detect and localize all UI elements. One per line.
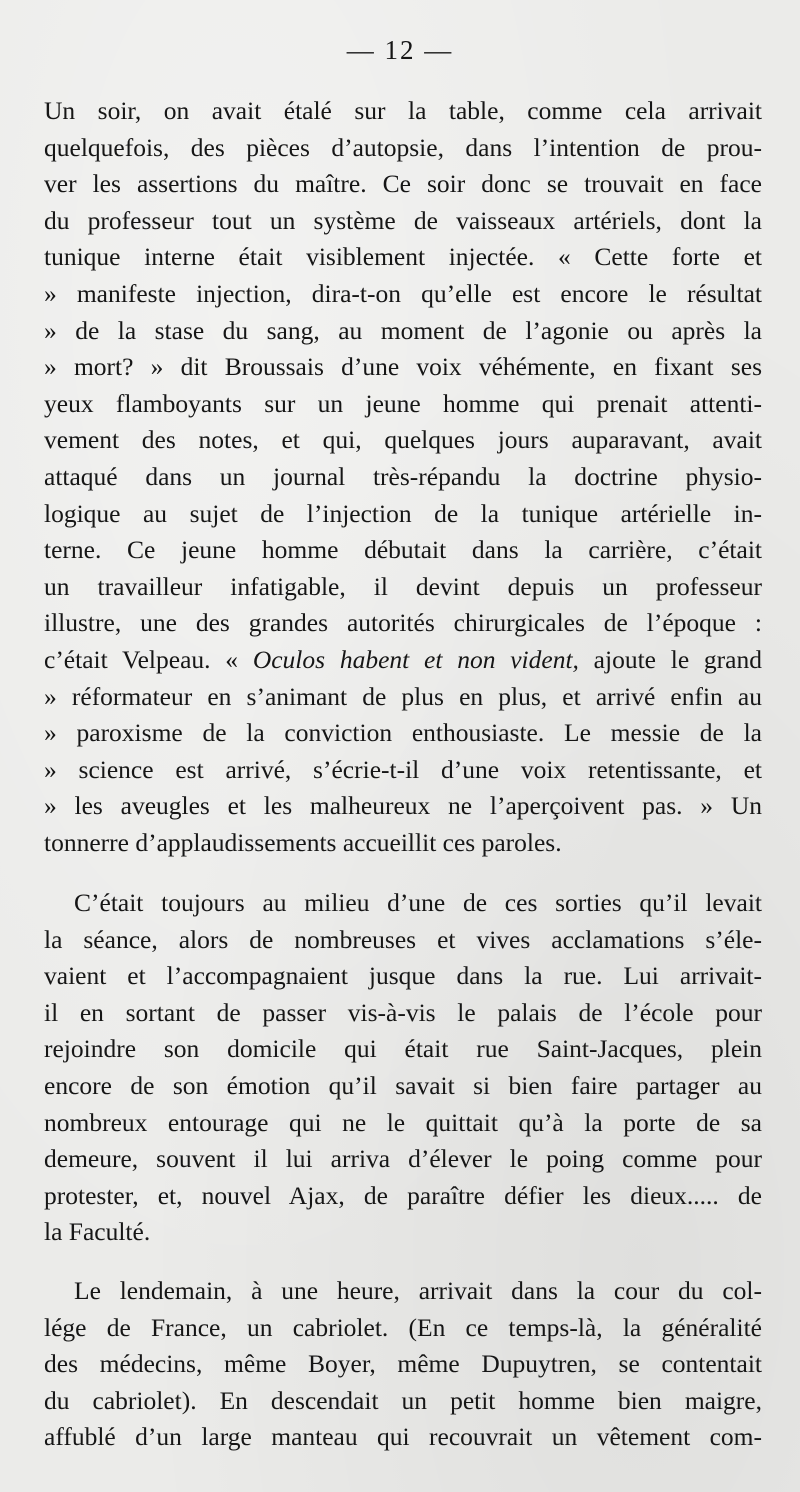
text-line: demeure, souvent il lui arriva d’élever le poing comme pour bbox=[44, 1144, 762, 1174]
text-line: la Faculté. bbox=[44, 1217, 151, 1247]
text-fragment: c’était Velpeau. « bbox=[44, 644, 253, 674]
text-line: la séance, alors de nombreuses et vives acclamations s’éle- bbox=[44, 924, 762, 954]
text-line: affublé d’un large manteau qui recouvrait un vêtement com- bbox=[44, 1422, 762, 1452]
latin-quote: Oculos habent et non vident, bbox=[252, 644, 579, 674]
text-line: nombreux entourage qui ne le quittait qu’à la porte de sa bbox=[44, 1107, 762, 1137]
text-line: illustre, une des grandes autorités chirurgicales de l’époque : bbox=[44, 608, 762, 638]
page-number: — 12 — bbox=[346, 35, 454, 65]
text-line: » réformateur en s’animant de plus en plus, et arrivé enfin au bbox=[44, 681, 762, 711]
text-line: encore de son émotion qu’il savait si bien faire partager au bbox=[44, 1070, 762, 1100]
text-line: lége de France, un cabriolet. (En ce temps-là, la généralité bbox=[44, 1312, 762, 1342]
text-line: du cabriolet). En descendait un petit homme bien maigre, bbox=[44, 1385, 762, 1415]
text-line: » science est arrivé, s’écrie-t-il d’une voix retentissante, et bbox=[44, 754, 762, 784]
text-line: Le lendemain, à une heure, arrivait dans la cour du col- bbox=[74, 1276, 762, 1305]
text-line: rejoindre son domicile qui était rue Saint-Jacques, plein bbox=[44, 1034, 762, 1064]
text-line: tonnerre d’applaudissements accueillit ces paroles. bbox=[44, 827, 562, 857]
text-line: un travailleur infatigable, il devint depuis un professeur bbox=[44, 571, 762, 601]
text-line: ver les assertions du maître. Ce soir donc se trouvait en face bbox=[44, 169, 762, 199]
text-line: Un soir, on avait étalé sur la table, comme cela arrivait bbox=[44, 96, 762, 125]
paragraph-1 bbox=[44, 93, 762, 861]
text-line: » manifeste injection, dira-t-on qu’elle est encore le résultat bbox=[44, 278, 762, 308]
text-line: logique au sujet de l’injection de la tunique artérielle in- bbox=[44, 498, 762, 528]
text-line: tunique interne était visiblement injectée. « Cette forte et bbox=[44, 242, 762, 272]
text-line: attaqué dans un journal très-répandu la doctrine physio- bbox=[44, 461, 762, 491]
text-line: » paroxisme de la conviction enthousiaste. Le messie de la bbox=[44, 718, 762, 748]
text-line: quelquefois, des pièces d’autopsie, dans l’intention de prou- bbox=[44, 132, 762, 162]
text-line: protester, et, nouvel Ajax, de paraître défier les dieux..... de bbox=[44, 1180, 762, 1210]
text-line: vement des notes, et qui, quelques jours auparavant, avait bbox=[44, 425, 762, 455]
text-line: C’était toujours au milieu d’une de ces sorties qu’il levait bbox=[74, 888, 762, 917]
text-line: yeux flamboyants sur un jeune homme qui prenait attenti- bbox=[44, 388, 762, 418]
text-line: » de la stase du sang, au moment de l’agonie ou après la bbox=[44, 315, 762, 345]
text-line-velpeau bbox=[44, 642, 762, 679]
paragraph-2 bbox=[44, 885, 762, 1251]
text-line: il en sortant de passer vis-à-vis le palais de l’école pour bbox=[44, 997, 762, 1027]
paragraph-3 bbox=[44, 1273, 762, 1456]
text-line: terne. Ce jeune homme débutait dans la carrière, c’était bbox=[44, 535, 762, 565]
text-line: du professeur tout un système de vaisseaux artériels, dont la bbox=[44, 205, 762, 235]
text-line: » les aveugles et les malheureux ne l’aperçoivent pas. » Un bbox=[44, 791, 762, 821]
text-fragment: ajoute le grand bbox=[578, 644, 762, 674]
text-line: des médecins, même Boyer, même Dupuytren, se contentait bbox=[44, 1349, 762, 1379]
text-line: vaient et l’accompagnaient jusque dans la rue. Lui arrivait- bbox=[44, 961, 762, 991]
text-line: » mort? » dit Broussais d’une voix véhémente, en fixant ses bbox=[44, 352, 762, 382]
